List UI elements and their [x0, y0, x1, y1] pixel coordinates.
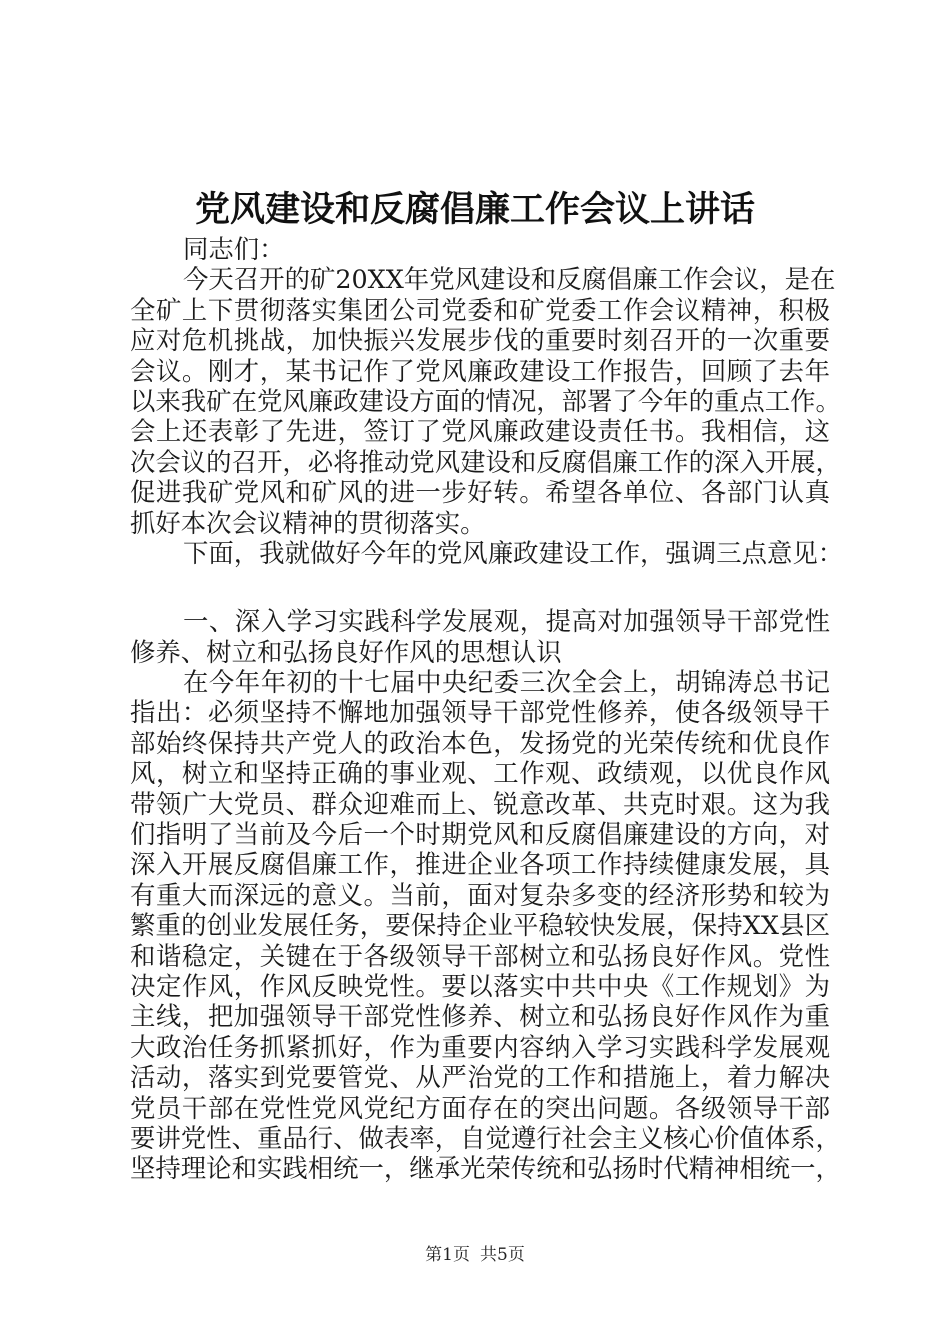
paragraph-line: 会上还表彰了先进，签订了党风廉政建设责任书。我相信，这 — [130, 416, 830, 447]
paragraph-line: 应对危机挑战，加快振兴发展步伐的重要时刻召开的一次重要 — [130, 325, 830, 356]
paragraph-line: 次会议的召开，必将推动党风建设和反腐倡廉工作的深入开展， — [130, 446, 841, 477]
page-footer — [0, 1244, 950, 1266]
paragraph-line: 带领广大党员、群众迎难而上、锐意改革、共克时艰。这为我 — [130, 788, 830, 819]
document-title: 党风建设和反腐倡廉工作会议上讲话 — [194, 190, 755, 230]
paragraph-line: 会议。刚才，某书记作了党风廉政建设工作报告，回顾了去年 — [130, 355, 830, 386]
paragraph-line: 党员干部在党性党风党纪方面存在的突出问题。各级领导干部 — [130, 1092, 830, 1123]
paragraph-line: 要讲党性、重品行、做表率，自觉遵行社会主义核心价值体系， — [130, 1122, 841, 1153]
paragraph-line: 风，树立和坚持正确的事业观、工作观、政绩观，以优良作风 — [130, 758, 830, 789]
paragraph-line: 繁重的创业发展任务，要保持企业平稳较快发展，保持XX县区 — [130, 910, 830, 941]
paragraph-line: 抓好本次会议精神的贯彻落实。 — [130, 507, 486, 538]
document-body — [130, 234, 844, 1184]
section-heading-line: 修养、树立和弘扬良好作风的思想认识 — [130, 636, 562, 667]
paragraph-line: 在今年年初的十七届中央纪委三次全会上，胡锦涛总书记 — [183, 667, 830, 698]
paragraph-line: 主线，把加强领导干部党性修养、树立和弘扬良好作风作为重 — [130, 1001, 830, 1032]
paragraph-line: 指出：必须坚持不懈地加强领导干部党性修养，使各级领导干 — [130, 697, 830, 728]
paragraph-line: 下面，我就做好今年的党风廉政建设工作，强调三点意见： — [183, 537, 844, 568]
paragraph-line: 大政治任务抓紧抓好，作为重要内容纳入学习实践科学发展观 — [130, 1031, 830, 1062]
page-number: 第1页 — [425, 1245, 470, 1265]
paragraph-line: 有重大而深远的意义。当前，面对复杂多变的经济形势和较为 — [130, 879, 830, 910]
paragraph-line: 全矿上下贯彻落实集团公司党委和矿党委工作会议精神，积极 — [130, 294, 830, 325]
paragraph-line: 和谐稳定，关键在于各级领导干部树立和弘扬良好作风。党性 — [130, 940, 830, 971]
paragraph-line: 今天召开的矿20XX年党风建设和反腐倡廉工作会议，是在 — [183, 264, 836, 295]
section-heading-line: 一、深入学习实践科学发展观，提高对加强领导干部党性 — [183, 606, 830, 637]
paragraph-line: 促进我矿党风和矿风的进一步好转。希望各单位、各部门认真 — [130, 477, 830, 508]
paragraph-line: 部始终保持共产党人的政治本色，发扬党的光荣传统和优良作 — [130, 727, 830, 758]
paragraph-line: 深入开展反腐倡廉工作，推进企业各项工作持续健康发展，具 — [130, 849, 830, 880]
page-total: 共5页 — [480, 1245, 525, 1265]
paragraph-line: 以来我矿在党风廉政建设方面的情况，部署了今年的重点工作。 — [130, 385, 841, 416]
paragraph-line: 决定作风，作风反映党性。要以落实中共中央《工作规划》为 — [130, 970, 830, 1001]
blank-line — [130, 568, 830, 606]
paragraph-line: 坚持理论和实践相统一，继承光荣传统和弘扬时代精神相统一， — [130, 1153, 841, 1184]
paragraph-line: 们指明了当前及今后一个时期党风和反腐倡廉建设的方向，对 — [130, 819, 830, 850]
salutation-line: 同志们： — [183, 234, 285, 264]
paragraph-line: 活动，落实到党要管党、从严治党的工作和措施上，着力解决 — [130, 1062, 830, 1093]
